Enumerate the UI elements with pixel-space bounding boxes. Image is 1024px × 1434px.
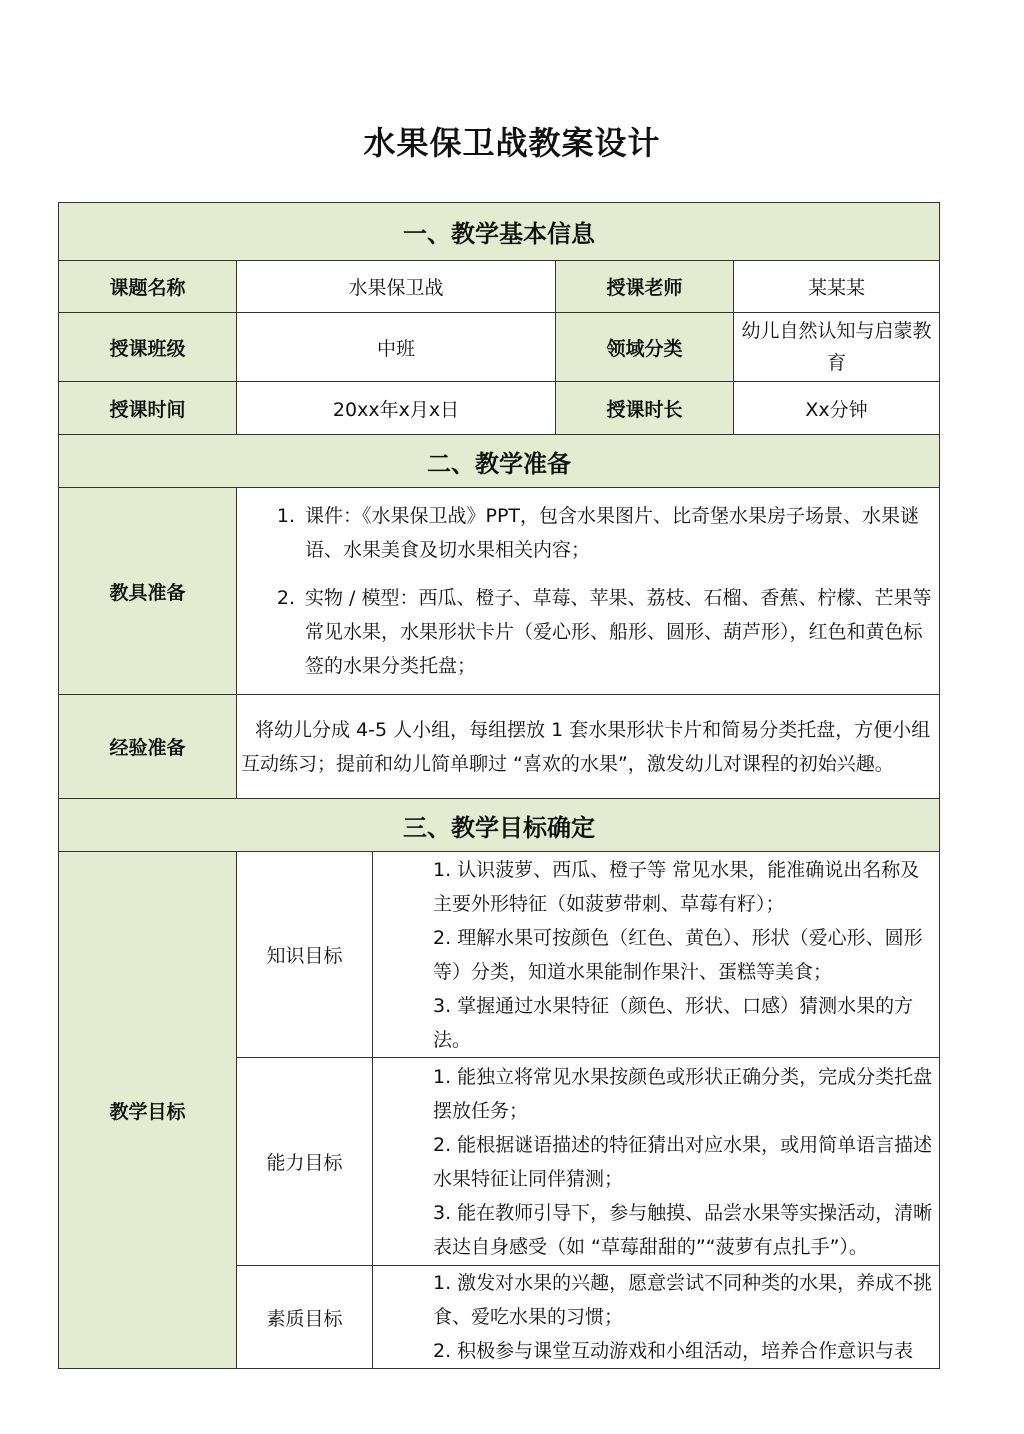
info-label: 授课班级 (59, 313, 237, 382)
info-value: 中班 (237, 313, 556, 382)
section-heading-preparation: 二、教学准备 (59, 435, 940, 488)
list-number: 2. (276, 587, 295, 609)
info-label: 授课时长 (556, 382, 734, 435)
list-item (237, 499, 939, 567)
info-label: 授课时间 (59, 382, 237, 435)
list-item (237, 581, 939, 683)
section-heading-objectives: 三、教学目标确定 (59, 799, 940, 852)
goal-item: 1. 认识菠萝、西瓜、橙子等 常见水果，能准确说出名称及主要外形特征（如菠萝带刺、草莓有籽）； (433, 858, 920, 915)
info-value: 幼儿自然认知与启蒙教育 (734, 313, 940, 382)
list-text: 课件：《水果保卫战》PPT，包含水果图片、比奇堡水果房子场景、水果谜语、水果美食及切水果相关内容； (305, 505, 920, 561)
goal-content-knowledge (373, 852, 940, 1058)
tools-content (237, 488, 940, 695)
experience-content: 将幼儿分成 4-5 人小组，每组摆放 1 套水果形状卡片和简易分类托盘，方便小组互动练习；提前和幼儿简单聊过 “喜欢的水果”，激发幼儿对课程的初始兴趣。 (237, 695, 940, 799)
info-label: 授课老师 (556, 261, 734, 313)
goal-type-ability: 能力目标 (237, 1058, 373, 1266)
goal-item: 1. 能独立将常见水果按颜色或形状正确分类，完成分类托盘摆放任务； (433, 1065, 933, 1122)
goal-item: 1. 激发对水果的兴趣，愿意尝试不同种类的水果，养成不挑食、爱吃水果的习惯； (433, 1272, 933, 1328)
goal-content-ability (373, 1058, 940, 1266)
goal-item: 2. 积极参与课堂互动游戏和小组活动，培养合作意识与表 (433, 1340, 914, 1362)
list-text: 实物 / 模型：西瓜、橙子、草莓、苹果、荔枝、石榴、香蕉、柠檬、芒果等常见水果，水果形状卡片（爱心形、船形、圆形、葫芦形），红色和黄色标签的水果分类托盘； (305, 587, 932, 677)
lesson-plan-table (58, 202, 940, 1369)
info-value: 20xx年x月x日 (237, 382, 556, 435)
goal-item: 2. 理解水果可按颜色（红色、黄色）、形状（爱心形、圆形等）分类，知道水果能制作果汁、蛋糕等美食； (433, 926, 923, 983)
experience-label: 经验准备 (59, 695, 237, 799)
document-title: 水果保卫战教案设计 (363, 124, 661, 162)
info-value: Xx分钟 (734, 382, 940, 435)
goal-item: 3. 能在教师引导下，参与触摸、品尝水果等实操活动，清晰表达自身感受（如 “草莓甜甜的”“菠萝有点扎手”）。 (433, 1201, 933, 1258)
goal-type-quality: 素质目标 (237, 1266, 373, 1369)
info-label: 领域分类 (556, 313, 734, 382)
tools-label: 教具准备 (59, 488, 237, 695)
objectives-label: 教学目标 (59, 852, 237, 1369)
goal-item: 2. 能根据谜语描述的特征猜出对应水果，或用简单语言描述水果特征让同伴猜测； (433, 1133, 933, 1190)
goal-content-quality (373, 1266, 940, 1369)
section-heading-basic-info: 一、教学基本信息 (59, 203, 940, 261)
list-number: 1. (276, 505, 295, 527)
info-label: 课题名称 (59, 261, 237, 313)
info-value: 水果保卫战 (237, 261, 556, 313)
goal-item: 3. 掌握通过水果特征（颜色、形状、口感）猜测水果的方法。 (433, 994, 914, 1051)
info-value: 某某某 (734, 261, 940, 313)
goal-type-knowledge: 知识目标 (237, 852, 373, 1058)
